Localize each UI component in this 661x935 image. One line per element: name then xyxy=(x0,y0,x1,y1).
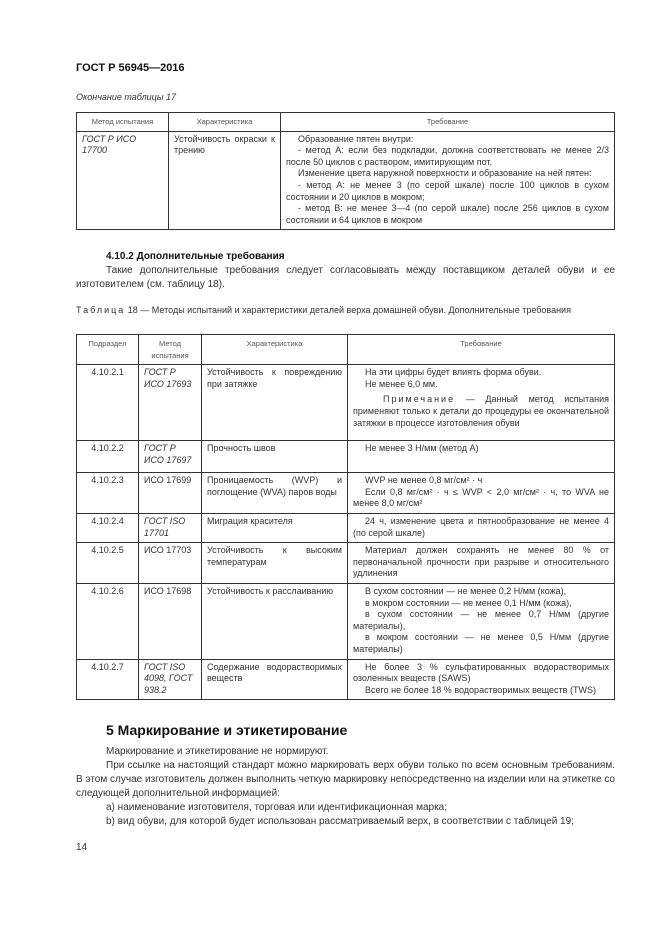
column-header: Требование xyxy=(348,335,615,365)
paragraph: При ссылке на настоящий стандарт можно маркировать верх обуви только по всем основным требованиям. В этом случае изготовитель должен выполнить четкую маркировку непосредственно на изделии или на этикетке со следующей дополнительной информацией: xyxy=(76,760,615,799)
section-heading-5: 5 Маркирование и этикетирование xyxy=(106,722,348,738)
table-row xyxy=(77,659,615,700)
subsection-cell: 4.10.2.4 xyxy=(77,513,139,542)
subsection-cell: 4.10.2.3 xyxy=(77,473,139,514)
requirement-cell xyxy=(281,131,615,230)
characteristic-cell: Проницаемость (WVP) и поглощение (WVA) паров воды xyxy=(202,473,348,514)
column-header: Метод испытания xyxy=(77,113,169,132)
requirement-cell xyxy=(348,365,615,441)
table-row xyxy=(77,365,615,441)
requirement-line: Материал должен сохранять не менее 80 % от первоначальной прочности при разрыве и относительного удлинения xyxy=(353,545,609,579)
table-18 xyxy=(76,334,615,700)
requirement-line: Образование пятен внутри: xyxy=(298,133,414,144)
table-row xyxy=(77,513,615,542)
column-header: Метод испытания xyxy=(139,335,202,365)
requirement-line: - метод А: не менее 3 (по серой шкале) после 100 циклов в сухом состоянии и 20 циклов в мокром; xyxy=(286,179,609,202)
column-header: Характеристика xyxy=(202,335,348,365)
requirement-line: WVP не менее 0,8 мг/см² · ч xyxy=(365,475,483,486)
characteristic-cell: Устойчивость к повреждению при затяжке xyxy=(202,365,348,441)
characteristic-cell: Содержание водорастворимых веществ xyxy=(202,659,348,700)
requirement-line: Всего не более 18 % водорастворимых веществ (TWS) xyxy=(365,684,596,695)
method-cell: ИСО 17699 xyxy=(139,473,202,514)
characteristic-cell: Прочность швов xyxy=(202,441,348,473)
subsection-cell: 4.10.2.6 xyxy=(77,583,139,659)
method-cell: ГОСТ ISO 4098, ГОСТ 938.2 xyxy=(139,659,202,700)
note-text: — Данный метод испытания применяют только к детали до процедуры ее окончательной затяжки в процессе изготовления обуви xyxy=(353,394,609,428)
characteristic-cell: Устойчивость к высоким температурам xyxy=(202,543,348,584)
table-header-row xyxy=(77,335,615,365)
subsection-cell: 4.10.2.5 xyxy=(77,543,139,584)
caption-label: Таблица xyxy=(76,305,126,315)
requirement-line: Не более 3 % сульфатированных водорастворимых озоленных веществ (SAWS) xyxy=(353,661,609,684)
column-header: Требование xyxy=(281,113,615,132)
table-row xyxy=(77,543,615,584)
characteristic-cell: Миграция красителя xyxy=(202,513,348,542)
method-cell: ГОСТ Р ИСО 17700 xyxy=(77,131,169,230)
page-number: 14 xyxy=(76,842,88,853)
section-heading-4-10-2: 4.10.2 Дополнительные требования xyxy=(106,251,285,262)
table-row xyxy=(77,473,615,514)
table-row xyxy=(77,583,615,659)
document-header: ГОСТ Р 56945—2016 xyxy=(76,62,185,74)
method-cell: ИСО 17698 xyxy=(139,583,202,659)
section-5-body xyxy=(76,745,615,829)
requirement-line: - метод В: не менее 3—4 (по серой шкале) после 256 циклов в сухом состоянии и 64 циклов в мокром xyxy=(286,203,609,225)
table-row xyxy=(77,131,615,230)
method-cell: ГОСТ Р ИСО 17697 xyxy=(139,441,202,473)
table-continuation-label: Окончание таблицы 17 xyxy=(76,92,176,102)
characteristic-cell: Устойчивость к расслаиванию xyxy=(202,583,348,659)
requirement-line: Не менее 3 Н/мм (метод А) xyxy=(365,443,479,454)
requirement-line: Если 0,8 мг/см² · ч ≤ WVP < 2,0 мг/см² · ч, то WVA не менее 8,0 мг/см² xyxy=(353,486,609,509)
caption-text: 18 — Методы испытаний и характеристики деталей верха домашней обуви. Дополнительные требования xyxy=(125,305,571,315)
requirement-cell xyxy=(348,441,615,473)
requirement-line: в мокром состоянии — не менее 0,1 Н/мм (кожа), xyxy=(365,597,572,608)
requirement-line: На эти цифры будет влиять форма обуви. xyxy=(365,367,542,378)
requirement-line: В сухом состоянии — не менее 0,2 Н/мм (кожа), xyxy=(365,585,567,596)
method-cell: ГОСТ Р ИСО 17693 xyxy=(139,365,202,441)
subsection-cell: 4.10.2.7 xyxy=(77,659,139,700)
list-item: a) наименование изготовителя, торговая или идентификационная марка; xyxy=(106,802,448,813)
paragraph-text: Такие дополнительные требования следует согласовывать между поставщиком деталей обуви и ее изготовителем (см. таблицу 18). xyxy=(76,265,615,290)
requirement-line: в мокром состоянии — не менее 0,5 Н/мм (другие материалы) xyxy=(353,632,609,654)
requirement-cell xyxy=(348,473,615,514)
requirement-cell xyxy=(348,659,615,700)
paragraph: Маркирование и этикетирование не нормируют. xyxy=(106,746,329,757)
requirement-line: 24 ч, изменение цвета и пятнообразование не менее 4 (по серой шкале) xyxy=(353,515,609,538)
method-cell: ИСО 17703 xyxy=(139,543,202,584)
column-header: Подраздел xyxy=(77,335,139,365)
note xyxy=(353,394,609,429)
requirement-cell xyxy=(348,513,615,542)
note-label: Примечание xyxy=(383,394,456,405)
requirement-cell xyxy=(348,543,615,584)
table-row xyxy=(77,441,615,473)
method-cell: ГОСТ ISO 17701 xyxy=(139,513,202,542)
requirement-line: - метод А: если без подкладки, должна соответствовать не менее 2/3 после 50 циклов с раствором, имитирующим пот. xyxy=(286,145,609,167)
requirement-line: в сухом состоянии — не менее 0,7 Н/мм (другие материалы), xyxy=(353,609,609,631)
column-header: Характеристика xyxy=(169,113,281,132)
subsection-cell: 4.10.2.2 xyxy=(77,441,139,473)
paragraph xyxy=(76,264,615,292)
characteristic-cell: Устойчивость окраски к трению xyxy=(169,131,281,230)
list-item: b) вид обуви, для которой будет использован рассматриваемый верх, в соответствии с таблицей 19; xyxy=(106,816,574,827)
requirement-line: Изменение цвета наружной поверхности и образование на ней пятен: xyxy=(298,168,592,179)
subsection-cell: 4.10.2.1 xyxy=(77,365,139,441)
table-header-row xyxy=(77,113,615,132)
requirement-cell xyxy=(348,583,615,659)
requirement-line: Не менее 6,0 мм. xyxy=(365,378,438,389)
table-17 xyxy=(76,112,615,230)
table-caption xyxy=(76,305,615,317)
